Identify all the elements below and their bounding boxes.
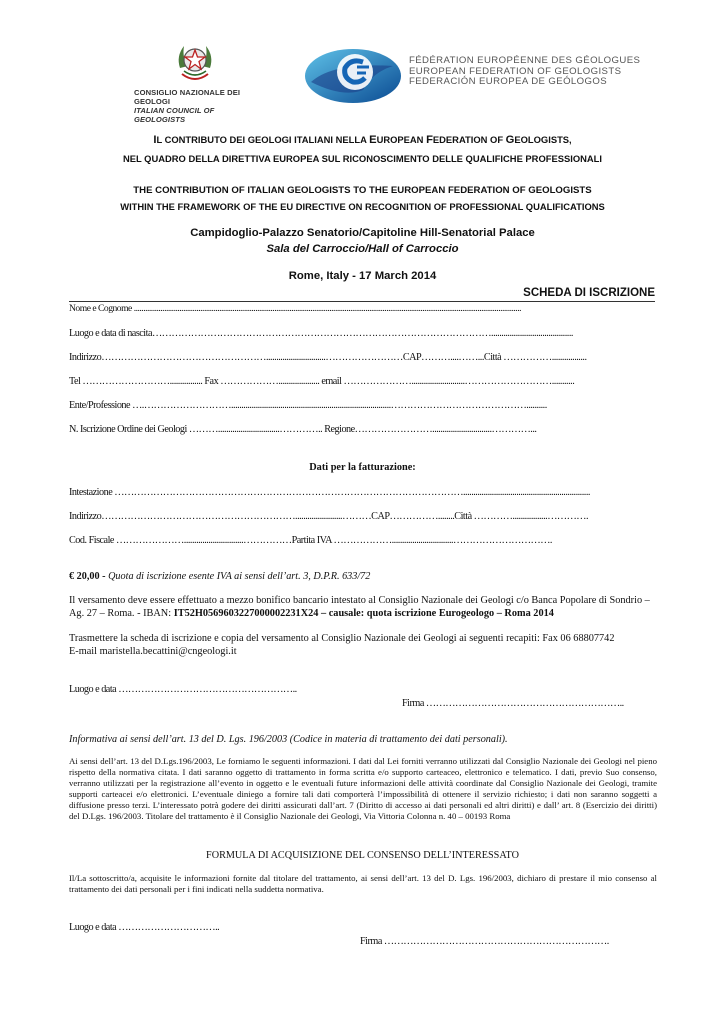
- payment-iban: IT52H0569603227000002231X24 – causale: quota iscrizione Eurogeologo – Roma 2014: [173, 607, 554, 619]
- italian-emblem-icon: [172, 38, 218, 88]
- transmit-email[interactable]: E-mail maristella.becattini@cngeologi.it: [69, 645, 237, 657]
- efg-logo-icon: [303, 42, 403, 108]
- transmit-instructions: [69, 633, 657, 659]
- field-codice-fiscale-partita-iva[interactable]: Cod. Fiscale ………………….............................……………Partita IVA ………………..............................………………………….: [69, 535, 552, 546]
- fee-line: [69, 571, 370, 582]
- title-italian-line2: NEL QUADRO DELLA DIRETTIVA EUROPEA SUL RICONOSCIMENTO DELLE QUALIFICHE PROFESSIONALI: [122, 153, 602, 164]
- field-indirizzo-fatturazione[interactable]: Indirizzo…………………………………………………….......................………CAP……………........Città ………….................………….: [69, 511, 588, 522]
- title-english-line1: THE CONTRIBUTION OF ITALIAN GEOLOGISTS TO THE EUROPEAN FEDERATION OF GEOLOGISTS: [133, 185, 592, 196]
- title-it-cap-4: G: [505, 134, 515, 146]
- cng-name-it: CONSIGLIO NAZIONALE DEI GEOLOGI: [134, 88, 241, 106]
- form-title: SCHEDA DI ISCRIZIONE: [523, 287, 655, 299]
- field-iscrizione-regione[interactable]: N. Iscrizione Ordine dei Geologi ………..............................………….. Regione…………………….............................…………...: [69, 424, 537, 435]
- divider: [69, 301, 655, 302]
- fee-note: Quota di iscrizione esente IVA ai sensi dell’art. 3, D.P.R. 633/72: [108, 571, 371, 582]
- privacy-heading: Informativa ai sensi dell’art. 13 del D. Lgs. 196/2003 (Codice in materia di trattamento dei dati personali).: [69, 734, 508, 745]
- efg-logo-text: [409, 56, 640, 88]
- field-indirizzo[interactable]: Indirizzo…………………………………………….............................……………………CAP………....……...Città …………….................: [69, 352, 587, 363]
- field-luogo-data[interactable]: Luogo e data ………………………………………………..: [69, 684, 297, 695]
- billing-heading: Dati per la fatturazione:: [309, 462, 416, 473]
- title-english-line2: WITHIN THE FRAMEWORK OF THE EU DIRECTIVE ON RECOGNITION OF PROFESSIONAL QUALIFICATIONS: [120, 201, 605, 212]
- hall: Sala del Carroccio/Hall of Carroccio: [266, 243, 459, 255]
- field-luogo-data-consenso[interactable]: Luogo e data …………………………..: [69, 922, 220, 933]
- field-ente-professione[interactable]: Ente/Professione ….………………………..............................................................................……………………………………..........: [69, 400, 547, 411]
- title-it-cap-2: E: [369, 134, 377, 146]
- transmit-fax: Trasmettere la scheda di iscrizione e copia del versamento al Consiglio Nazionale dei Geologi ai seguenti recapiti: Fax 06 68807742: [69, 633, 615, 644]
- field-firma-consenso[interactable]: Firma …………………………………………………………….: [360, 936, 609, 947]
- efg-name-es: FEDERACIÓN EUROPEA DE GEÓLOGOS: [409, 76, 608, 88]
- title-italian-line1: [0, 134, 725, 146]
- title-it-part-2: UROPEAN: [376, 134, 427, 145]
- efg-name-fr: FÉDÉRATION EUROPÉENNE DES GÉOLOGUES: [409, 55, 641, 66]
- title-it-cap-3: F: [426, 134, 433, 146]
- field-nome-cognome[interactable]: Nome e Cognome ............................................................................................................................................................................................................: [69, 303, 521, 314]
- privacy-body: Ai sensi dell’art. 13 del D.Lgs.196/2003, Le forniamo le seguenti informazioni. I dati dal Lei forniti verranno utilizzati dal Consiglio Nazionale dei Geologi nel pieno rispetto della normativa citata. I dati saranno oggetto di trattamento in forma scritta e/o supporto carteaceo, elettronico e telematico. I dati, previo Suo consenso, verranno utilizzati per la registrazione all’evento in oggetto e le eventuali future informazioni delle attività coordinate dal Consiglio Nazionale dei Geologi, tramite supporti carteacei e/o elettronici. L’eventuale diniego a fornire tali dati comporterà l’impossibilità di ottenere il servizio richiesto; i dati non saranno soggetti a diffusione presso terzi. L’interessato potrà godere dei diritti assicurati dall’art. 7 (Diritto di accesso ai dati personali ed altri diritti) e dall’ art. 8 (Esercizio dei diritti) del D.Lgs. 196/2003. Titolare del trattamento è il Consiglio Nazionale dei Geologi, Via Vittoria Colonna n. 40 – 00193 Roma: [69, 756, 657, 821]
- field-luogo-data-nascita[interactable]: Luogo e data di nascita……………………………………………………………………………………………........................................: [69, 328, 573, 339]
- title-it-part-4: EOLOGISTS,: [514, 134, 572, 145]
- title-it-cap-1: I: [153, 134, 157, 146]
- event-date: Rome, Italy - 17 March 2014: [288, 270, 437, 282]
- payment-text: Il versamento deve essere effettuato a mezzo bonifico bancario intestato al Consiglio Nazionale dei Geologi c/o Banca Popolare di Sondrio – Ag. 27 – Roma. - IBAN:: [69, 595, 650, 619]
- fee-amount: € 20,00 -: [69, 571, 106, 582]
- cng-name-en: ITALIAN COUNCIL OF GEOLOGISTS: [134, 106, 215, 124]
- efg-name-en: EUROPEAN FEDERATION OF GEOLOGISTS: [409, 65, 622, 77]
- field-tel-fax-email[interactable]: Tel ………………………................ Fax ……………….................... email …………………..........................………………………...........: [69, 376, 575, 387]
- payment-instructions: [69, 595, 657, 621]
- title-it-part-1: L CONTRIBUTO DEI GEOLOGI ITALIANI NELLA: [156, 134, 370, 145]
- title-it-part-3: EDERATION OF: [432, 134, 506, 145]
- venue: Campidoglio-Palazzo Senatorio/Capitoline Hill-Senatorial Palace: [190, 227, 535, 239]
- field-intestazione[interactable]: Intestazione ………………………………………………………………………………………………..............................................................: [69, 487, 590, 498]
- consent-body: Il/La sottoscritto/a, acquisite le informazioni fornite dal titolare del trattamento, ai sensi dell’art. 13 del D. Lgs. 196/2003, dichiaro di prestare il mio consenso al trattamento dei dati personali per i fini indicati nella suddetta normativa.: [69, 873, 657, 894]
- cng-logo-text: [134, 88, 264, 124]
- field-firma[interactable]: Firma ……………………………………………………..: [402, 698, 624, 709]
- consent-heading: FORMULA DI ACQUISIZIONE DEL CONSENSO DELL’INTERESSATO: [206, 850, 519, 861]
